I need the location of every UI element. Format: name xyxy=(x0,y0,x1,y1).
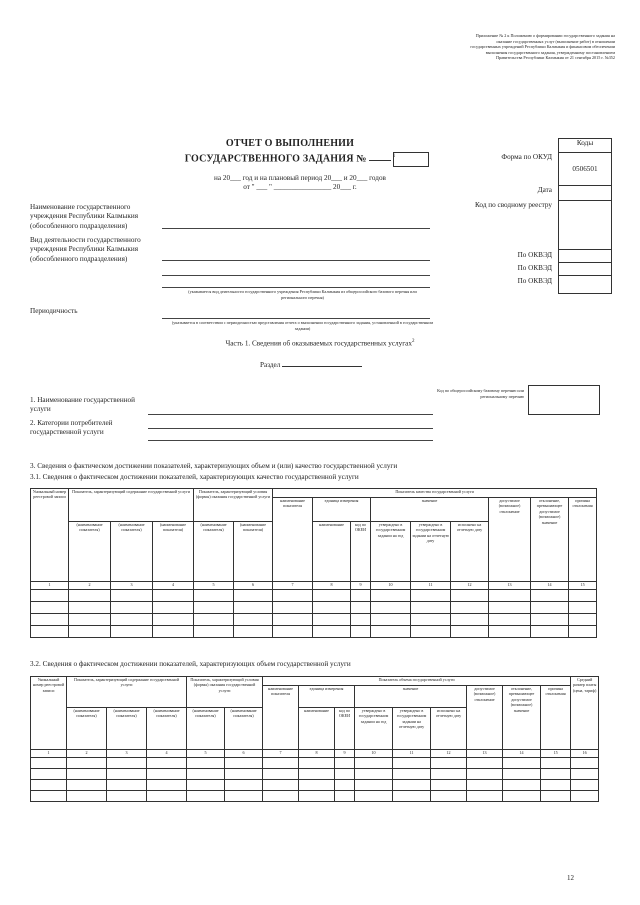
page-number: 12 xyxy=(567,874,574,882)
service-name-line[interactable] xyxy=(148,414,433,415)
code-okud[interactable]: 0506501 xyxy=(559,153,611,186)
title-footnote: 1 xyxy=(392,154,396,159)
code-okved-2[interactable] xyxy=(559,263,611,276)
activity-line-2[interactable] xyxy=(162,275,430,276)
t2-h-allowed: допустимое (возможное) отклонение xyxy=(467,686,503,750)
t2-h-executed: исполнено на отчетную дату xyxy=(431,708,467,750)
t2-h-value: значение xyxy=(355,686,467,708)
activity-line-3[interactable] xyxy=(162,287,430,288)
t1-h-okei: код по ОКЕИ xyxy=(351,522,371,582)
t1-h-value: значение xyxy=(371,498,489,522)
t2-row xyxy=(31,769,599,780)
activity-line-1[interactable] xyxy=(162,260,430,261)
t2-h-okei: код по ОКЕИ xyxy=(335,708,355,750)
t2-h-unique: Уникальный номер реестровой записи xyxy=(31,677,67,750)
t2-h-content: Показатель, характеризующий содержание государственной услуги xyxy=(67,677,187,708)
report-title xyxy=(160,137,420,165)
code-date[interactable] xyxy=(559,186,611,201)
t2-h-unit-name: наименование xyxy=(299,708,335,750)
t2-num: 2 xyxy=(67,750,107,758)
t1-h-content: Показатель, характеризующий содержание государственной услуги xyxy=(69,489,194,522)
title-number-box[interactable] xyxy=(393,152,429,167)
t2-num: 3 xyxy=(107,750,147,758)
t1-num: 9 xyxy=(351,582,371,590)
t1-h-ind-5: (наименование показателя) xyxy=(194,522,234,582)
consumers-label: 2. Категории потребителей государственной услуги xyxy=(30,419,113,437)
quality-table xyxy=(30,488,597,638)
t2-h-ind-4: (наименование показателя) xyxy=(147,708,187,750)
report-period xyxy=(150,174,450,193)
t2-num: 6 xyxy=(225,750,263,758)
t1-h-conditions: Показатель, характеризующий условия (формы) оказания государственной услуги xyxy=(194,489,273,522)
t2-h-ind-2: (наименование показателя) xyxy=(67,708,107,750)
t1-num: 3 xyxy=(111,582,153,590)
t1-h-name: наименование показателя xyxy=(273,498,313,582)
t2-h-approved-date: утверждено в государственном задании на отчетную дату xyxy=(393,708,431,750)
t2-row xyxy=(31,791,599,802)
t2-num: 10 xyxy=(355,750,393,758)
t1-h-unit: единица измерения xyxy=(313,498,371,522)
t1-num: 13 xyxy=(489,582,531,590)
t2-h-conditions: Показатель, характеризующий условия (формы) оказания государственной услуги xyxy=(187,677,263,708)
t1-h-quality: Показатель качества государственной услуги xyxy=(273,489,597,498)
t1-h-executed: исполнено на отчетную дату xyxy=(451,522,489,582)
t2-h-unit: единица измерения xyxy=(299,686,355,708)
t1-row xyxy=(31,614,597,626)
t2-h-ind-3: (наименование показателя) xyxy=(107,708,147,750)
activity-label: Вид деятельности государственного учреждения Республики Калмыкия (обособленного подразделения) xyxy=(30,236,141,263)
t2-h-ind-5: (наименование показателя) xyxy=(187,708,225,750)
t2-num: 15 xyxy=(541,750,571,758)
t2-row xyxy=(31,780,599,791)
t1-h-ind-3: (наименование показателя) xyxy=(111,522,153,582)
t1-row xyxy=(31,590,597,602)
t1-h-approved-date: утверждено в государственном задании на отчетную дату xyxy=(411,522,451,582)
t1-h-approved-year: утверждено в государственном задании на год xyxy=(371,522,411,582)
t2-num: 14 xyxy=(503,750,541,758)
t1-h-exceed: отклонение, превышающее допустимое (возможное) значение xyxy=(531,498,569,582)
t1-h-ind-6: (наименование показателя) xyxy=(234,522,273,582)
volume-table xyxy=(30,676,599,802)
t2-num: 7 xyxy=(263,750,299,758)
t1-num: 1 xyxy=(31,582,69,590)
code-okved-1[interactable] xyxy=(559,250,611,263)
razdel-label: Раздел xyxy=(260,361,362,370)
t2-h-avg: Средний размер платы (цена, тариф) xyxy=(571,677,599,750)
period-line-1: на 20___ год и на плановый период 20___ и 20___ годов xyxy=(214,174,386,182)
institution-label: Наименование государственного учреждения Республики Калмыкия (обособленного подразделения) xyxy=(30,203,139,230)
t2-h-volume: Показатель объема государственной услуги xyxy=(263,677,571,686)
code-reestr[interactable] xyxy=(559,201,611,250)
code-okved-3[interactable] xyxy=(559,276,611,288)
annex-note: Приложение № 2 к Положению о формировании государственного задания на оказание государственных услуг (выполнение работ) в отношении государственных учреждений Республики Калмыкия и финансовом обеспечении выполнения государственного задания, утвержденному постановлением Правительства Республики Калмыкия от 21 сентября 2015 г. №352 xyxy=(470,33,615,61)
t1-row xyxy=(31,602,597,614)
periodicity-label: Периодичность xyxy=(30,307,78,315)
consumers-line-1[interactable] xyxy=(148,428,433,429)
t2-num: 16 xyxy=(571,750,599,758)
period-line-2: от " ___ " ________________ 20___ г. xyxy=(243,183,357,192)
t1-h-ind-2: (наименование показателя) xyxy=(69,522,111,582)
t2-num: 1 xyxy=(31,750,67,758)
t1-num: 11 xyxy=(411,582,451,590)
service-name-label: 1. Наименование государственной услуги xyxy=(30,396,135,414)
t2-h-exceed: отклонение, превышающее допустимое (возможное) значение xyxy=(503,686,541,750)
section-3-2-title: 3.2. Сведения о фактическом достижении показателей, характеризующих объем государственной услуги xyxy=(30,660,351,668)
t1-num: 2 xyxy=(69,582,111,590)
t1-h-unit-name: наименование xyxy=(313,522,351,582)
reestr-label: Код по сводному реестру xyxy=(475,201,552,209)
t1-num: 7 xyxy=(273,582,313,590)
t1-num: 6 xyxy=(234,582,273,590)
t2-num: 5 xyxy=(187,750,225,758)
okved-label-1: По ОКВЭД xyxy=(517,251,552,259)
t1-num: 4 xyxy=(153,582,194,590)
t2-num: 13 xyxy=(467,750,503,758)
section-3-1-title: 3.1. Сведения о фактическом достижении показателей, характеризующих качество государственной услуги xyxy=(30,473,359,481)
okved-label-3: По ОКВЭД xyxy=(517,277,552,285)
t1-num: 5 xyxy=(194,582,234,590)
t1-h-allowed: допустимое (возможное) отклонение xyxy=(489,498,531,582)
activity-note: (указывается вид деятельности государственного учреждения Республики Калмыкия из общероссийского базового перечня или регионального перечня) xyxy=(188,289,417,300)
t2-h-name: наименование показателя xyxy=(263,686,299,750)
t1-num: 14 xyxy=(531,582,569,590)
okved-label-2: По ОКВЭД xyxy=(517,264,552,272)
t2-row xyxy=(31,758,599,769)
t1-num: 15 xyxy=(569,582,597,590)
title-line-1: ОТЧЕТ О ВЫПОЛНЕНИИ xyxy=(225,138,355,149)
reestr-code-box[interactable] xyxy=(528,385,600,415)
codes-column xyxy=(558,152,612,294)
t2-num: 12 xyxy=(431,750,467,758)
t1-num: 10 xyxy=(371,582,411,590)
t1-h-unique: Уникальный номер реестровой записи xyxy=(31,489,69,582)
t2-h-ind-6: (наименование показателя) xyxy=(225,708,263,750)
periodicity-line[interactable] xyxy=(162,318,430,319)
consumers-line-2[interactable] xyxy=(148,440,433,441)
t2-num: 9 xyxy=(335,750,355,758)
t1-h-reason: причина отклонения xyxy=(569,498,597,582)
date-label: Дата xyxy=(537,186,552,194)
section-3-title: 3. Сведения о фактическом достижении показателей, характеризующих объем и (или) качество государственной услуги xyxy=(30,462,398,470)
codes-header: Коды xyxy=(558,138,612,153)
t1-row xyxy=(31,626,597,638)
t1-num: 8 xyxy=(313,582,351,590)
part1-title: Часть 1. Сведения об оказываемых государственных услугах$^2$ xyxy=(225,339,415,348)
t2-num: 8 xyxy=(299,750,335,758)
t1-h-ind-4: (наименование показателя) xyxy=(153,522,194,582)
periodicity-note: (указывается в соответствии с периодичностью представления отчета о выполнении государственного задания, установленной в государственном задании) xyxy=(171,320,434,331)
t2-num: 11 xyxy=(393,750,431,758)
reestr-box-label: Код по общероссийскому базовому перечню или региональному перечню xyxy=(437,388,524,399)
t2-h-reason: причина отклонения xyxy=(541,686,571,750)
institution-line[interactable] xyxy=(162,228,430,229)
form-okud-label: Форма по ОКУД xyxy=(501,153,552,161)
t1-num: 12 xyxy=(451,582,489,590)
t2-num: 4 xyxy=(147,750,187,758)
title-line-2: ГОСУДАРСТВЕННОГО ЗАДАНИЯ № xyxy=(184,153,367,165)
t2-h-approved-year: утверждено в государственном задании на год xyxy=(355,708,393,750)
